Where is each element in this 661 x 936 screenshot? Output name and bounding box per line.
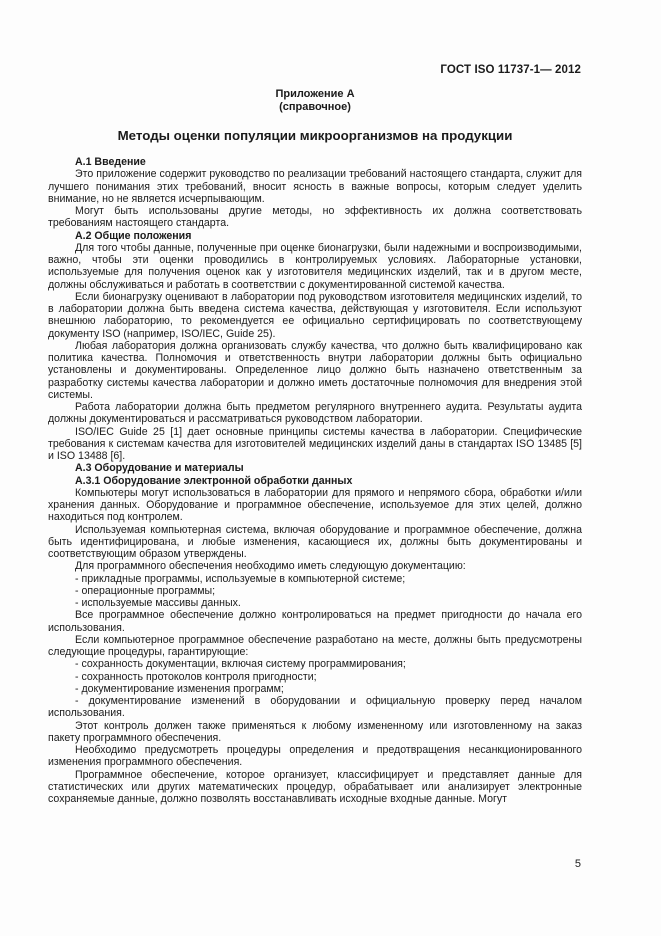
annex-title: Приложение А	[275, 88, 355, 100]
body-text	[48, 156, 582, 805]
heading-a1: А.1 Введение	[75, 156, 146, 168]
standard-code: ГОСТ ISO 11737-1— 2012	[440, 64, 581, 76]
annex-subtitle: (справочное)	[279, 101, 351, 113]
list-item: - прикладные программы, используемые в компьютерной системе;	[75, 572, 406, 585]
paragraph: ISO/IEC Guide 25 [1] дает основные принципы системы качества в лаборатории. Специфические требования к системам качества для изготовителей медицинских изделий даны в стандартах ISO 13485 [5] и ISO 13488 [6].	[48, 425, 582, 462]
list-item: - сохранность документации, включая систему программирования;	[75, 658, 406, 671]
document-title: Методы оценки популяции микроорганизмов на продукции	[117, 128, 513, 143]
heading-a3: А.3 Оборудование и материалы	[75, 462, 244, 475]
list-item: - операционные программы;	[75, 584, 216, 597]
paragraph: Компьютеры могут использоваться в лаборатории для прямого и непрямого сбора, обработки и/или хранения данных. Оборудование и программное обеспечение, используемое для этих целей, должно находиться под контролем.	[48, 486, 582, 524]
paragraph: Если бионагрузку оценивают в лаборатории под руководством изготовителя медицинских изделий, то в лаборатории должна быть введена система качества, действующая у изготовителя. Если используют внешнюю лабораторию, то рекомендуется ее официально сертифицировать по соответствующему документу ISO (например, ISO/IEC, Guide 25).	[48, 290, 582, 340]
heading-a2: А.2 Общие положения	[75, 229, 192, 242]
list-item: - документирование изменений в оборудовании и официальную проверку перед началом использования.	[48, 695, 582, 720]
paragraph: Для того чтобы данные, полученные при оценке бионагрузки, были надежными и воспроизводимыми, важно, чтобы эти оценки проводились в контролируемых условиях. Лабораторные установки, используемые для получения оценок как у изготовителя медицинских изделий, так и в другом месте, должны обслуживаться и работать в соответствии с документированной системой качества.	[48, 241, 582, 291]
paragraph: Если компьютерное программное обеспечение разработано на месте, должны быть предусмотрены следующие процедуры, гарантирующие:	[48, 633, 582, 658]
paragraph: Для программного обеспечения необходимо иметь следующую документацию:	[75, 560, 466, 573]
paragraph: Работа лаборатории должна быть предметом регулярного внутреннего аудита. Результаты аудита должны документироваться и рассматриваться руководством лаборатории.	[48, 401, 582, 426]
list-item: - используемые массивы данных.	[75, 597, 241, 609]
paragraph: Это приложение содержит руководство по реализации требований настоящего стандарта, служит для лучшего понимания этих требований, вносит ясность в важные вопросы, которым следует уделить внимание, но не является исчерпывающим.	[48, 168, 582, 205]
paragraph: Этот контроль должен также применяться к любому измененному или изготовленному на заказ пакету программного обеспечения.	[48, 719, 582, 744]
paragraph: Любая лаборатория должна организовать службу качества, что должно быть квалифицировано как политика качества. Полномочия и ответственность внутри лаборатории должны быть официально установлены и документированы. Определенное лицо должно быть назначено ответственным за разработку системы качества лаборатории и должно иметь достаточные полномочия для внедрения этой системы.	[48, 339, 582, 401]
heading-a3-1: А.3.1 Оборудование электронной обработки данных	[75, 474, 353, 487]
paragraph: Все программное обеспечение должно контролироваться на предмет пригодности до начала его использования.	[48, 609, 582, 634]
list-item: - сохранность протоколов контроля пригодности;	[75, 670, 317, 683]
paragraph: Необходимо предусмотреть процедуры определения и предотвращения несанкционированного изменения программного обеспечения.	[48, 744, 582, 769]
paragraph: Используемая компьютерная система, включая оборудование и программное обеспечение, должна быть идентифицирована, и любые изменения, касающиеся их, должны быть документированы и соответствующим образом утверждены.	[48, 523, 582, 560]
page-number: 5	[574, 858, 581, 870]
paragraph: Программное обеспечение, которое организует, классифицирует и представляет данные для статистических или других математических процедур, обрабатывает или анализирует электронные сохраняемые данные, должно позволять восстанавливать исходные входные данные. Могут	[48, 768, 582, 805]
list-item: - документирование изменения программ;	[75, 682, 284, 695]
paragraph: Могут быть использованы другие методы, но эффективность их должна соответствовать требованиям настоящего стандарта.	[48, 205, 582, 230]
